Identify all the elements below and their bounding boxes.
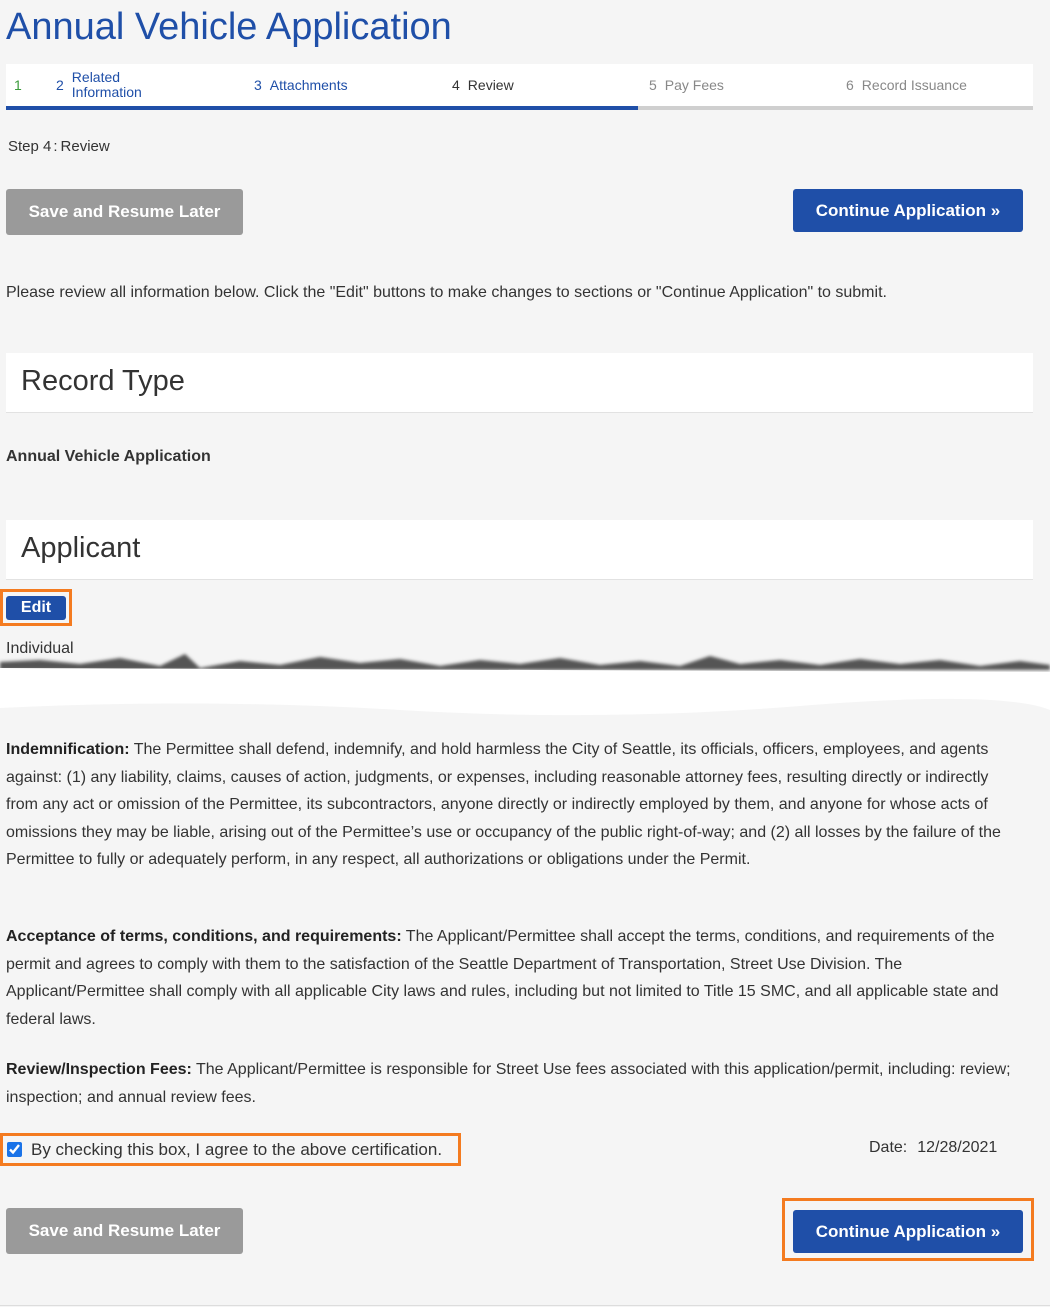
step-name: Review bbox=[60, 138, 110, 155]
applicant-section-header bbox=[6, 520, 1033, 580]
date-value: 12/28/2021 bbox=[917, 1139, 998, 1156]
term-text: The Permittee shall defend, indemnify, and hold harmless the City of Seattle, its officials, officers, employees, and agents against: (1) any liability, claims, causes of action, judgments, or expenses, including reasonable attorney fees, resulting directly or indirectly from any act or omission of the Permittee, its subcontractors, anyone directly or indirectly employed by them, and anyone for whose acts of omissions they may be liable, arising out of the Permittee’s use or occupancy of the public right-of-way; and (2) all losses by the failure of the Permittee to fully or adequately perform, in any respect, all authorizations or obligations under the Permit. bbox=[6, 741, 1001, 868]
step-label: Related Information bbox=[71, 69, 142, 100]
current-step-indicator bbox=[8, 138, 110, 155]
step-number: 4 bbox=[452, 77, 460, 93]
applicant-type: Individual bbox=[6, 640, 74, 657]
continue-application-button-top[interactable]: Continue Application » bbox=[793, 189, 1023, 232]
page-title: Annual Vehicle Application bbox=[6, 6, 452, 48]
edit-applicant-button[interactable]: Edit bbox=[6, 596, 66, 620]
step-separator: : bbox=[53, 138, 58, 155]
term-title: Indemnification: bbox=[6, 741, 130, 758]
step-label: Pay Fees bbox=[664, 76, 724, 93]
review-fees-paragraph bbox=[6, 1056, 1021, 1111]
date-display bbox=[869, 1139, 997, 1157]
continue-application-button-bottom[interactable]: Continue Application » bbox=[793, 1210, 1023, 1253]
term-text: The Applicant/Permittee is responsible for Street Use fees associated with this application/permit, including: review; inspection; and annual review fees. bbox=[6, 1061, 1011, 1106]
progress-fill bbox=[6, 106, 638, 110]
step-label: Review bbox=[467, 76, 514, 93]
step-number: 6 bbox=[846, 77, 854, 93]
step-related-information[interactable] bbox=[56, 64, 162, 106]
save-resume-later-button-top[interactable]: Save and Resume Later bbox=[6, 189, 243, 235]
step-record-issuance bbox=[846, 64, 967, 106]
certification-highlight bbox=[0, 1133, 461, 1166]
record-type-section-header bbox=[6, 353, 1033, 413]
acceptance-paragraph bbox=[6, 923, 1021, 1033]
indemnification-paragraph bbox=[6, 736, 1021, 874]
step-label: Record Issuance bbox=[861, 76, 967, 93]
certification-label[interactable]: By checking this box, I agree to the above certification. bbox=[31, 1140, 443, 1159]
step-pay-fees bbox=[649, 64, 724, 106]
step-number: 3 bbox=[254, 77, 262, 93]
step-prefix: Step 4 bbox=[8, 138, 52, 155]
date-label: Date: bbox=[869, 1139, 908, 1156]
term-title: Review/Inspection Fees: bbox=[6, 1061, 192, 1078]
edit-highlight bbox=[0, 589, 72, 626]
save-resume-later-button-bottom[interactable]: Save and Resume Later bbox=[6, 1208, 243, 1254]
record-type-value: Annual Vehicle Application bbox=[6, 448, 211, 465]
step-number: 1 bbox=[14, 77, 22, 93]
step-number: 5 bbox=[649, 77, 657, 93]
review-instructions: Please review all information below. Click the "Edit" buttons to make changes to sections or "Continue Application" to submit. bbox=[6, 284, 887, 301]
torn-edge-divider bbox=[0, 648, 1050, 728]
step-label: Attachments bbox=[269, 76, 348, 93]
continue-highlight bbox=[782, 1198, 1034, 1261]
section-title: Applicant bbox=[21, 532, 141, 564]
footer-divider bbox=[0, 1305, 1050, 1306]
step-review bbox=[452, 64, 514, 106]
step-1[interactable] bbox=[14, 64, 30, 106]
certification-checkbox[interactable] bbox=[7, 1142, 22, 1157]
step-progress-bar bbox=[6, 64, 1033, 110]
term-text: The Applicant/Permittee shall accept the terms, conditions, and requirements of the permit and agrees to comply with them to the satisfaction of the Seattle Department of Transportation, Street Use Division. The Applicant/Permittee shall comply with all applicable City laws and rules, including but not limited to Title 15 SMC, and all applicable state and federal laws. bbox=[6, 928, 999, 1028]
step-number: 2 bbox=[56, 77, 64, 93]
step-attachments[interactable] bbox=[254, 64, 348, 106]
section-title: Record Type bbox=[21, 365, 185, 397]
term-title: Acceptance of terms, conditions, and requirements: bbox=[6, 928, 402, 945]
